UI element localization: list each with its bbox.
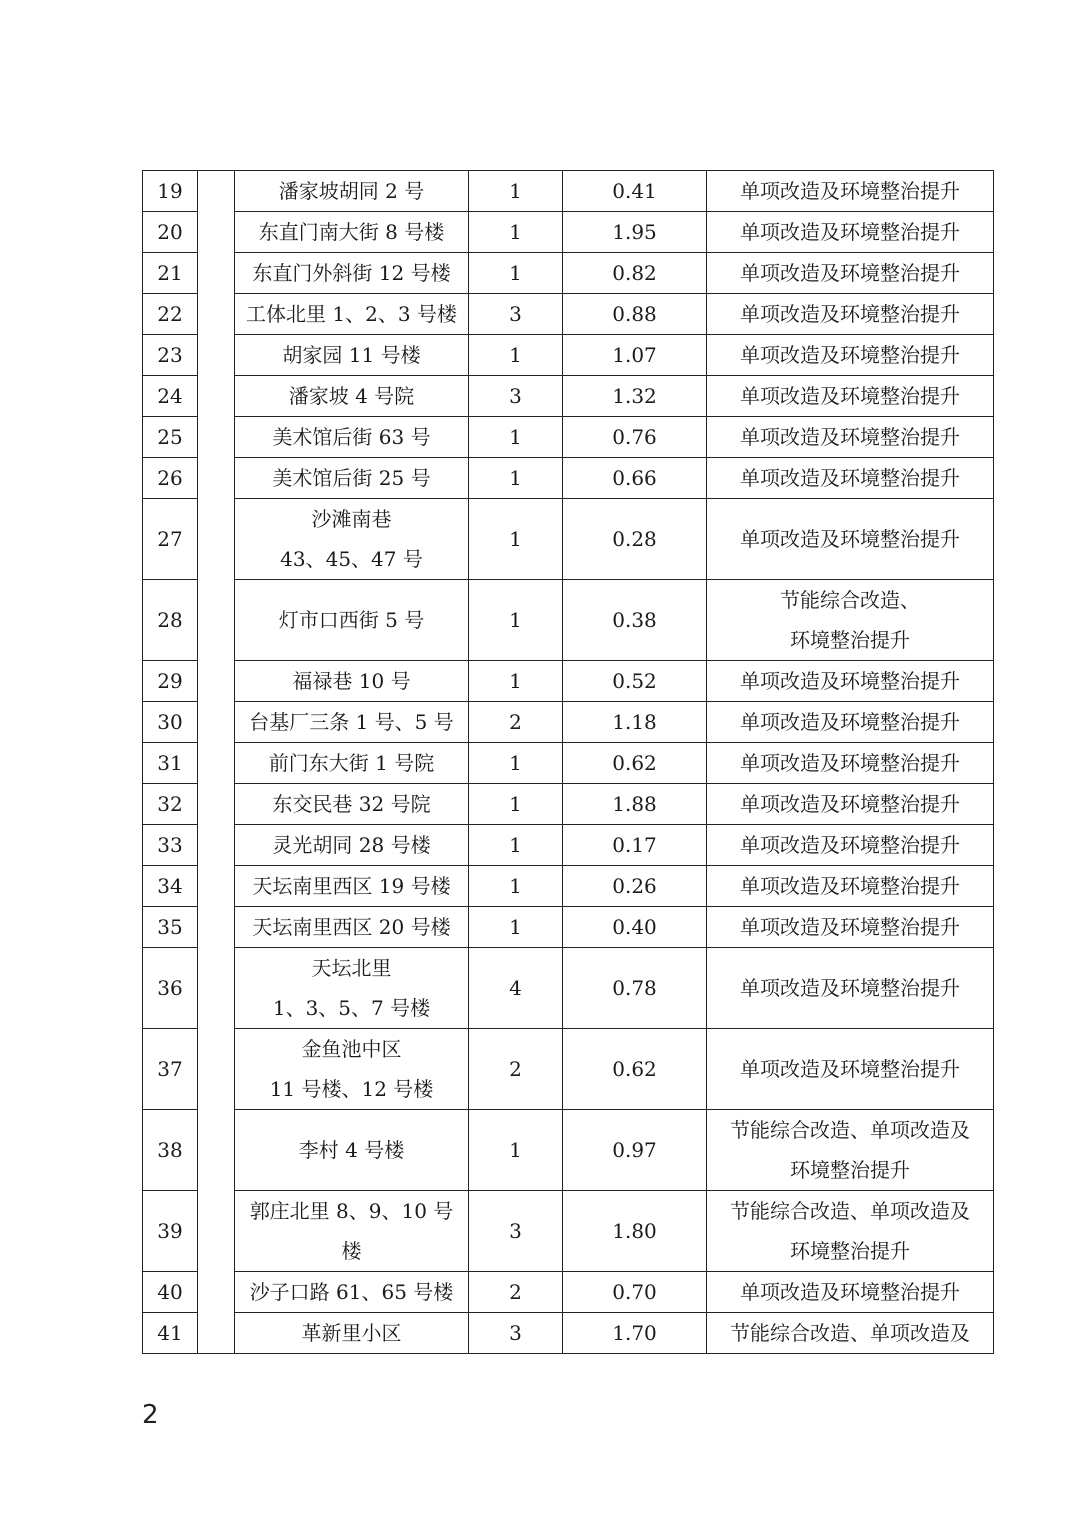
project-name-line: 楼 xyxy=(341,1239,362,1263)
renovation-content xyxy=(707,458,994,499)
renovation-content xyxy=(707,294,994,335)
project-name-line: 金鱼池中区 xyxy=(301,1037,402,1061)
project-name xyxy=(235,743,469,784)
project-name-line: 潘家坡 4 号院 xyxy=(288,384,415,408)
renovation-content-line: 单项改造及环境整治提升 xyxy=(740,527,960,551)
project-name xyxy=(235,702,469,743)
project-name-line: 灵光胡同 28 号楼 xyxy=(272,833,431,857)
renovation-content-line: 环境整治提升 xyxy=(790,628,910,652)
building-count: 1 xyxy=(469,661,563,702)
project-name xyxy=(235,294,469,335)
area-value: 0.52 xyxy=(563,661,707,702)
project-name-line: 美术馆后街 25 号 xyxy=(272,466,431,490)
renovation-content xyxy=(707,743,994,784)
area-value: 1.07 xyxy=(563,335,707,376)
renovation-content-line: 单项改造及环境整治提升 xyxy=(740,466,960,490)
table-row xyxy=(143,335,994,376)
project-name-line: 43、45、47 号 xyxy=(280,547,423,571)
renovation-content xyxy=(707,499,994,580)
area-value: 1.18 xyxy=(563,702,707,743)
area-value: 0.38 xyxy=(563,580,707,661)
renovation-content xyxy=(707,825,994,866)
area-value: 0.70 xyxy=(563,1272,707,1313)
renovation-content-line: 单项改造及环境整治提升 xyxy=(740,915,960,939)
renovation-content-line: 单项改造及环境整治提升 xyxy=(740,384,960,408)
area-value: 1.80 xyxy=(563,1191,707,1272)
project-name-line: 潘家坡胡同 2 号 xyxy=(278,179,425,203)
renovation-content-line: 单项改造及环境整治提升 xyxy=(740,343,960,367)
row-number: 32 xyxy=(143,784,198,825)
renovation-content xyxy=(707,661,994,702)
area-value: 1.32 xyxy=(563,376,707,417)
row-number: 34 xyxy=(143,866,198,907)
project-name-line: 胡家园 11 号楼 xyxy=(282,343,421,367)
project-name-line: 革新里小区 xyxy=(301,1321,402,1345)
building-count: 4 xyxy=(469,948,563,1029)
renovation-content xyxy=(707,212,994,253)
project-name-line: 东直门南大街 8 号楼 xyxy=(258,220,445,244)
renovation-content xyxy=(707,1313,994,1354)
renovation-content-line: 单项改造及环境整治提升 xyxy=(740,220,960,244)
row-number: 20 xyxy=(143,212,198,253)
building-count: 3 xyxy=(469,1313,563,1354)
row-number: 28 xyxy=(143,580,198,661)
renovation-content xyxy=(707,335,994,376)
renovation-content xyxy=(707,1029,994,1110)
row-number: 22 xyxy=(143,294,198,335)
building-count: 1 xyxy=(469,784,563,825)
table-row xyxy=(143,1110,994,1191)
project-name xyxy=(235,376,469,417)
renovation-content xyxy=(707,948,994,1029)
row-number: 19 xyxy=(143,171,198,212)
table-row xyxy=(143,499,994,580)
renovation-content-line: 节能综合改造、单项改造及 xyxy=(730,1321,970,1345)
table-row xyxy=(143,294,994,335)
project-name xyxy=(235,907,469,948)
row-number: 37 xyxy=(143,1029,198,1110)
renovation-content-line: 环境整治提升 xyxy=(790,1239,910,1263)
renovation-content xyxy=(707,1191,994,1272)
project-name xyxy=(235,1272,469,1313)
row-number: 21 xyxy=(143,253,198,294)
building-count: 1 xyxy=(469,743,563,784)
building-count: 3 xyxy=(469,376,563,417)
row-number: 33 xyxy=(143,825,198,866)
renovation-content xyxy=(707,907,994,948)
row-number: 30 xyxy=(143,702,198,743)
project-name xyxy=(235,458,469,499)
table-row xyxy=(143,1029,994,1110)
renovation-content-line: 节能综合改造、单项改造及 xyxy=(730,1199,970,1223)
project-name xyxy=(235,661,469,702)
project-name xyxy=(235,335,469,376)
project-name-line: 台基厂三条 1 号、5 号 xyxy=(249,710,454,734)
renovation-content-line: 单项改造及环境整治提升 xyxy=(740,833,960,857)
renovation-content xyxy=(707,171,994,212)
project-name-line: 1、3、5、7 号楼 xyxy=(272,996,431,1020)
building-count: 1 xyxy=(469,253,563,294)
area-value: 0.40 xyxy=(563,907,707,948)
renovation-content-line: 单项改造及环境整治提升 xyxy=(740,1280,960,1304)
area-value: 0.66 xyxy=(563,458,707,499)
area-value: 1.95 xyxy=(563,212,707,253)
renovation-content-line: 单项改造及环境整治提升 xyxy=(740,792,960,816)
renovation-content xyxy=(707,580,994,661)
project-name xyxy=(235,1110,469,1191)
table-row xyxy=(143,743,994,784)
project-name-line: 沙滩南巷 xyxy=(311,507,392,531)
project-name-line: 李村 4 号楼 xyxy=(298,1138,405,1162)
project-name-line: 11 号楼、12 号楼 xyxy=(269,1077,434,1101)
building-count: 1 xyxy=(469,866,563,907)
project-name-line: 天坛南里西区 20 号楼 xyxy=(252,915,451,939)
renovation-content-line: 单项改造及环境整治提升 xyxy=(740,425,960,449)
renovation-content-line: 单项改造及环境整治提升 xyxy=(740,976,960,1000)
area-value: 0.82 xyxy=(563,253,707,294)
project-name xyxy=(235,948,469,1029)
project-name xyxy=(235,253,469,294)
table-row xyxy=(143,784,994,825)
district-cell xyxy=(198,171,235,1354)
table-row xyxy=(143,661,994,702)
renovation-content xyxy=(707,376,994,417)
project-name-line: 沙子口路 61、65 号楼 xyxy=(249,1280,454,1304)
project-name-line: 郭庄北里 8、9、10 号 xyxy=(249,1199,454,1223)
area-value: 1.70 xyxy=(563,1313,707,1354)
table-body xyxy=(143,171,994,1354)
table-row xyxy=(143,702,994,743)
project-name xyxy=(235,417,469,458)
renovation-content-line: 环境整治提升 xyxy=(790,1158,910,1182)
area-value: 0.78 xyxy=(563,948,707,1029)
area-value: 0.62 xyxy=(563,743,707,784)
renovation-content-line: 单项改造及环境整治提升 xyxy=(740,261,960,285)
building-count: 1 xyxy=(469,458,563,499)
table-row xyxy=(143,1272,994,1313)
project-name xyxy=(235,1191,469,1272)
row-number: 38 xyxy=(143,1110,198,1191)
building-count: 1 xyxy=(469,212,563,253)
building-count: 1 xyxy=(469,907,563,948)
project-name xyxy=(235,212,469,253)
project-name-line: 前门东大街 1 号院 xyxy=(268,751,435,775)
project-name-line: 东直门外斜街 12 号楼 xyxy=(252,261,451,285)
row-number: 27 xyxy=(143,499,198,580)
table-row xyxy=(143,866,994,907)
table-row xyxy=(143,907,994,948)
table-row xyxy=(143,376,994,417)
table-row xyxy=(143,948,994,1029)
building-count: 1 xyxy=(469,417,563,458)
building-count: 1 xyxy=(469,1110,563,1191)
building-count: 3 xyxy=(469,294,563,335)
row-number: 25 xyxy=(143,417,198,458)
project-name xyxy=(235,866,469,907)
row-number: 39 xyxy=(143,1191,198,1272)
project-name xyxy=(235,580,469,661)
renovation-content xyxy=(707,866,994,907)
page-number: 2 xyxy=(142,1400,159,1430)
renovation-content xyxy=(707,253,994,294)
area-value: 1.88 xyxy=(563,784,707,825)
area-value: 0.28 xyxy=(563,499,707,580)
renovation-content-line: 单项改造及环境整治提升 xyxy=(740,751,960,775)
renovation-content-line: 节能综合改造、单项改造及 xyxy=(730,1118,970,1142)
renovation-content xyxy=(707,1110,994,1191)
area-value: 0.62 xyxy=(563,1029,707,1110)
building-count: 2 xyxy=(469,1029,563,1110)
renovation-content xyxy=(707,702,994,743)
renovation-content-line: 单项改造及环境整治提升 xyxy=(740,669,960,693)
table-row xyxy=(143,580,994,661)
row-number: 29 xyxy=(143,661,198,702)
building-count: 1 xyxy=(469,825,563,866)
renovation-content-line: 单项改造及环境整治提升 xyxy=(740,874,960,898)
table-row xyxy=(143,417,994,458)
renovation-content xyxy=(707,417,994,458)
project-name-line: 灯市口西街 5 号 xyxy=(278,608,425,632)
building-count: 1 xyxy=(469,499,563,580)
table-row xyxy=(143,171,994,212)
project-name xyxy=(235,499,469,580)
project-name-line: 东交民巷 32 号院 xyxy=(272,792,431,816)
renovation-content-line: 单项改造及环境整治提升 xyxy=(740,302,960,326)
project-name-line: 美术馆后街 63 号 xyxy=(272,425,431,449)
renovation-content-line: 单项改造及环境整治提升 xyxy=(740,710,960,734)
row-number: 24 xyxy=(143,376,198,417)
project-name xyxy=(235,171,469,212)
project-name-line: 福禄巷 10 号 xyxy=(292,669,411,693)
row-number: 23 xyxy=(143,335,198,376)
area-value: 0.17 xyxy=(563,825,707,866)
project-name xyxy=(235,825,469,866)
row-number: 40 xyxy=(143,1272,198,1313)
renovation-content-line: 单项改造及环境整治提升 xyxy=(740,1057,960,1081)
project-name-line: 天坛南里西区 19 号楼 xyxy=(252,874,451,898)
area-value: 0.41 xyxy=(563,171,707,212)
area-value: 0.26 xyxy=(563,866,707,907)
building-count: 2 xyxy=(469,1272,563,1313)
row-number: 26 xyxy=(143,458,198,499)
table-row xyxy=(143,253,994,294)
row-number: 36 xyxy=(143,948,198,1029)
building-count: 3 xyxy=(469,1191,563,1272)
building-count: 1 xyxy=(469,171,563,212)
area-value: 0.97 xyxy=(563,1110,707,1191)
project-name xyxy=(235,784,469,825)
renovation-content-line: 节能综合改造、 xyxy=(780,588,920,612)
row-number: 41 xyxy=(143,1313,198,1354)
project-name-line: 天坛北里 xyxy=(311,956,392,980)
row-number: 35 xyxy=(143,907,198,948)
project-name-line: 工体北里 1、2、3 号楼 xyxy=(246,302,457,326)
table-row xyxy=(143,1313,994,1354)
area-value: 0.76 xyxy=(563,417,707,458)
building-count: 1 xyxy=(469,580,563,661)
row-number: 31 xyxy=(143,743,198,784)
area-value: 0.88 xyxy=(563,294,707,335)
table-row xyxy=(143,458,994,499)
project-name xyxy=(235,1029,469,1110)
table-row xyxy=(143,1191,994,1272)
renovation-content xyxy=(707,784,994,825)
project-name xyxy=(235,1313,469,1354)
renovation-content-line: 单项改造及环境整治提升 xyxy=(740,179,960,203)
project-table xyxy=(142,170,994,1354)
table-row xyxy=(143,212,994,253)
table-row xyxy=(143,825,994,866)
building-count: 2 xyxy=(469,702,563,743)
renovation-content xyxy=(707,1272,994,1313)
building-count: 1 xyxy=(469,335,563,376)
